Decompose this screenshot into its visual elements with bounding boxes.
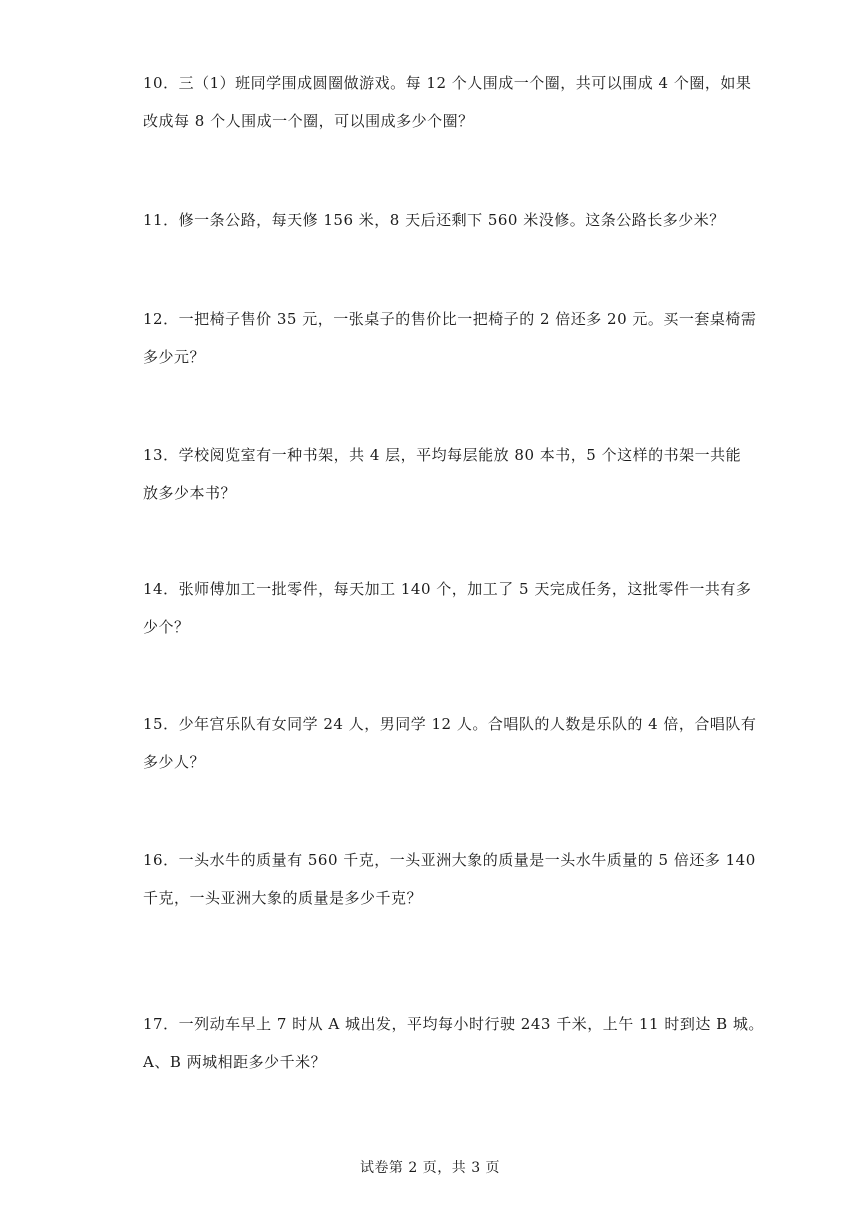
question-text-line: A、B 两城相距多少千米？ — [143, 1053, 327, 1071]
question-text-line: 改成每 8 个人围成一个圈，可以围成多少个圈？ — [143, 112, 474, 130]
question-text-line: 15．少年宫乐队有女同学 24 人，男同学 12 人。合唱队的人数是乐队的 4 倍，合唱队有 — [143, 715, 757, 733]
question-text-line: 11．修一条公路，每天修 156 米，8 天后还剩下 560 米没修。这条公路长多少米？ — [143, 211, 725, 229]
question-12 — [143, 300, 757, 376]
question-10 — [143, 64, 752, 140]
question-11 — [143, 201, 725, 239]
question-text-line: 14．张师傅加工一批零件，每天加工 140 个，加工了 5 天完成任务，这批零件一共有多 — [143, 580, 752, 598]
question-text-line: 12．一把椅子售价 35 元，一张桌子的售价比一把椅子的 2 倍还多 20 元。买一套桌椅需 — [143, 310, 757, 328]
question-text-line: 千克，一头亚洲大象的质量是多少千克？ — [143, 889, 423, 907]
page-footer — [0, 1158, 860, 1178]
question-text-line: 多少人？ — [143, 753, 206, 771]
question-13 — [143, 436, 742, 512]
page-number-label: 试卷第 2 页，共 3 页 — [359, 1160, 501, 1176]
question-text-line: 放多少本书？ — [143, 484, 237, 502]
question-text-line: 16．一头水牛的质量有 560 千克，一头亚洲大象的质量是一头水牛质量的 5 倍还多 140 — [143, 851, 756, 869]
question-15 — [143, 705, 757, 781]
question-17 — [143, 1005, 764, 1081]
question-text-line: 13．学校阅览室有一种书架，共 4 层，平均每层能放 80 本书，5 个这样的书架一共能 — [143, 446, 742, 464]
question-text-line: 少个？ — [143, 618, 190, 636]
question-text-line: 10．三（1）班同学围成圆圈做游戏。每 12 个人围成一个圈，共可以围成 4 个圈，如果 — [143, 74, 752, 92]
question-text-line: 17．一列动车早上 7 时从 A 城出发，平均每小时行驶 243 千米，上午 11 时到达 B 城。 — [143, 1015, 764, 1033]
question-text-line: 多少元？ — [143, 348, 206, 366]
question-14 — [143, 570, 752, 646]
question-16 — [143, 841, 756, 917]
